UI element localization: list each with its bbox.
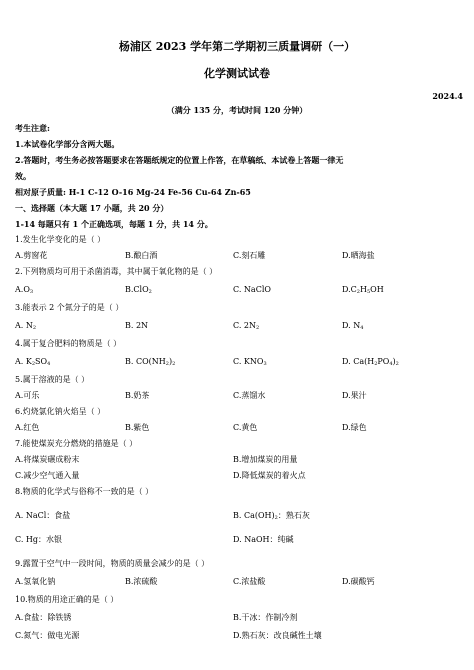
q8-option-c: C. Hg：水银: [15, 535, 63, 544]
q3-option-a: A. $N_2$: [15, 321, 37, 331]
q3-option-d: D. $N_4$: [342, 321, 364, 331]
q3-option-c: C. $2N_2$: [233, 321, 260, 331]
note-2-line-1: 2.答题时，考生务必按答题要求在答题纸规定的位置上作答，在草稿纸、本试卷上答题一律无: [15, 155, 344, 165]
q2-option-a: $A.O_3$: [15, 285, 34, 295]
exam-date: 2024.4: [432, 91, 463, 101]
q6-option-a: A.红色: [15, 423, 40, 432]
q1-option-b: B.酿白酒: [125, 251, 158, 260]
q4-option-a: A. $K_2SO_4$: [15, 357, 51, 367]
q2-stem: 2.下列物质均可用于杀菌消毒，其中属于氧化物的是（ ）: [15, 267, 218, 276]
q4-option-c: C. $KNO_3$: [233, 357, 267, 367]
q7-option-b: B.增加煤炭的用量: [233, 455, 298, 464]
q9-option-d: D.碳酸钙: [342, 577, 375, 586]
q1-option-a: A.剪窗花: [15, 251, 48, 260]
q6-option-c: C.黄色: [233, 423, 258, 432]
q5-option-b: B.奶茶: [125, 391, 150, 400]
q5-option-d: D.果汁: [342, 391, 367, 400]
q7-option-d: D.降低煤炭的着火点: [233, 471, 306, 480]
q2-option-c: C. NaClO: [233, 285, 271, 294]
q5-option-c: C.蒸馏水: [233, 391, 266, 400]
note-1: 1.本试卷化学部分含两大题。: [15, 139, 120, 149]
q10-option-a: A.食盐：除铁锈: [15, 613, 72, 622]
q10-stem: 10.物质的用途正确的是（ ）: [15, 595, 119, 604]
exam-info: （满分 135 分，考试时间 120 分钟）: [166, 105, 308, 115]
notes-heading: 考生注意:: [15, 123, 50, 133]
q3-stem: 3.能表示 2 个氮分子的是（ ）: [15, 303, 124, 312]
q6-stem: 6.灼烧氯化钠火焰呈（ ）: [15, 407, 106, 416]
q10-option-b: B.干冰：作制冷剂: [233, 613, 298, 622]
note-2-line-2: 效。: [15, 171, 31, 181]
q2-option-d: $D.C_2H_5OH$: [342, 285, 384, 295]
q6-option-b: B.紫色: [125, 423, 150, 432]
q9-option-b: B.浓硫酸: [125, 577, 158, 586]
q8-stem: 8.物质的化学式与俗称不一致的是（ ）: [15, 487, 154, 496]
q9-option-a: A.氢氧化钠: [15, 577, 56, 586]
exam-subtitle: 化学测试试卷: [204, 67, 270, 80]
q4-stem: 4.属于复合肥料的物质是（ ）: [15, 339, 122, 348]
section-1-instructions: 1-14 每题只有 1 个正确选项，每题 1 分，共 14 分。: [15, 219, 213, 229]
q10-option-d: D.熟石灰：改良碱性土壤: [233, 631, 322, 640]
q5-option-a: A.可乐: [15, 391, 40, 400]
exam-title: 杨浦区 2023 学年第二学期初三质量调研（一）: [118, 40, 356, 53]
q7-option-c: C.减少空气通入量: [15, 471, 80, 480]
q1-option-c: C.刻石雕: [233, 251, 266, 260]
q6-option-d: D.绿色: [342, 423, 367, 432]
q8-option-d: D. NaOH：纯碱: [233, 535, 294, 544]
q9-stem: 9.露置于空气中一段时间，物质的质量会减少的是（ ）: [15, 559, 210, 568]
q4-option-b: B. $CO(NH_2)_2$: [125, 357, 176, 367]
q7-option-a: A.将煤炭碾成粉末: [15, 455, 80, 464]
q3-option-b: B. 2N: [125, 321, 149, 330]
q8-option-b: B. $Ca(OH)_2$：熟石灰: [233, 511, 310, 521]
q10-option-c: C.氮气：做电光源: [15, 631, 80, 640]
q4-option-d: D. $Ca(H_2PO_4)_2$: [342, 357, 399, 367]
q5-stem: 5.属于溶液的是（ ）: [15, 375, 90, 384]
q1-option-d: D.晒海盐: [342, 251, 375, 260]
q2-option-b: B.ClO$_2$: [125, 285, 152, 295]
q7-stem: 7.能使煤炭充分燃烧的措施是（ ）: [15, 439, 138, 448]
atomic-mass-line: 相对原子质量: H-1 C-12 O-16 Mg-24 Fe-56 Cu-64 Zn-65: [15, 187, 251, 197]
q8-option-a: A. NaCl：食盐: [15, 511, 71, 520]
q9-option-c: C.浓盐酸: [233, 577, 266, 586]
section-1-heading: 一、选择题（本大题 17 小题，共 20 分）: [15, 203, 169, 213]
q1-stem: 1.发生化学变化的是（ ）: [15, 235, 106, 244]
